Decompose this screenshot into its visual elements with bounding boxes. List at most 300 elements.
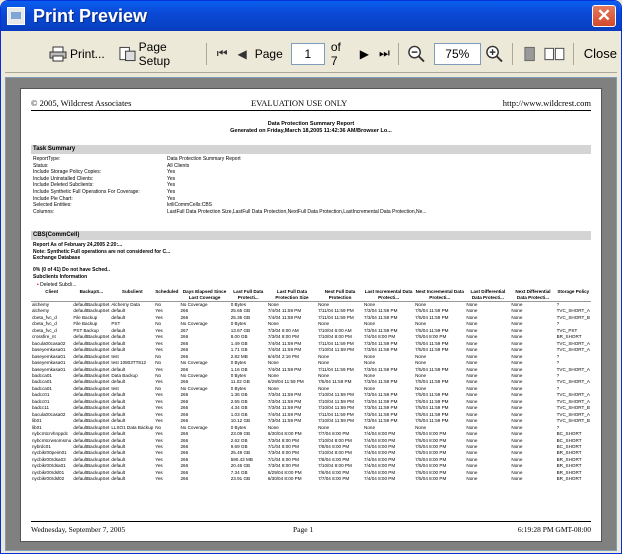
- table-cell: None: [466, 302, 478, 307]
- table-cell: 7/5/04 11:59 PM: [415, 327, 449, 333]
- table-cell: TVC_SHORT_B: [556, 314, 590, 320]
- zoom-in-icon[interactable]: [485, 44, 504, 64]
- table-cell: 7/5/04 8:00 PM: [415, 456, 447, 462]
- print-button[interactable]: [49, 41, 105, 67]
- table-cell: None: [415, 353, 427, 359]
- table-cell: defaultBackupSet: [73, 360, 110, 366]
- column-header: Last Full Data Protecti...: [230, 289, 267, 302]
- table-cell: 7/4/04 11:59 PM: [267, 347, 302, 353]
- table-cell: None: [511, 385, 523, 391]
- page-label: Page: [254, 46, 283, 61]
- table-cell: 7/5/04 8:00 PM: [415, 469, 447, 475]
- table-cell: None: [267, 321, 279, 327]
- table-cell: 266: [180, 476, 189, 482]
- subclients-table: [31, 289, 591, 483]
- table-cell: None: [318, 302, 330, 307]
- table-cell: 266: [180, 418, 189, 424]
- note-line: Report As of February 24,2005 2:20:...: [33, 242, 123, 248]
- table-cell: None: [511, 302, 523, 307]
- table-cell: TVC_SHORT_A: [556, 308, 590, 314]
- table-cell: None: [511, 314, 523, 320]
- table-cell: None: [466, 392, 478, 398]
- table-cell: TVC_SHORT_A: [556, 379, 590, 385]
- table-cell: None: [466, 463, 478, 469]
- table-cell: 7/5/04 11:59 PM: [415, 340, 449, 346]
- table-cell: lib01: [32, 424, 42, 430]
- table-cell: TVC_SHORT_A: [556, 347, 590, 353]
- task-summary-value: Yes: [167, 188, 176, 195]
- table-cell: None: [511, 463, 523, 469]
- table-cell: Yes: [155, 469, 163, 475]
- table-cell: 7/4/04 8:00 PM: [364, 456, 396, 462]
- table-cell: None: [511, 327, 523, 333]
- table-cell: defaultBackupSet: [73, 366, 110, 372]
- task-summary-key: Include Uninstalled Clients:: [33, 175, 94, 182]
- table-cell: alchemy: [32, 302, 50, 307]
- table-cell: defaultBackupSet: [73, 379, 110, 385]
- table-cell: None: [364, 321, 376, 327]
- table-cell: BR_SHORT: [556, 334, 582, 340]
- table-cell: Yes: [155, 340, 163, 346]
- table-cell: 7/11/04 11:59 PM: [318, 308, 354, 314]
- table-cell: default: [111, 379, 126, 385]
- table-cell: 7/5/04 11:59 PM: [318, 379, 352, 385]
- table-cell: defaultBackupSet: [73, 398, 110, 404]
- table-cell: None: [364, 372, 376, 378]
- table-cell: 6/29/04 11:59 PM: [267, 379, 304, 385]
- table-cell: 25.49 GB: [230, 450, 251, 456]
- table-cell: 7/4/04 8:00 PM: [364, 443, 396, 449]
- table-cell: No Coverage: [180, 302, 208, 307]
- close-button[interactable]: Close: [583, 46, 617, 61]
- table-cell: 8.00 GB: [230, 334, 248, 340]
- table-cell: 0 Bytes: [230, 424, 247, 430]
- first-page-icon[interactable]: ⏮: [216, 46, 228, 60]
- table-cell: 7/3/04 11:59 PM: [364, 418, 398, 424]
- zoom-level-input[interactable]: 75%: [434, 43, 481, 65]
- report-notes: [33, 242, 170, 262]
- task-summary-value: kriliCommCells:CBS: [167, 202, 213, 209]
- table-cell: 7/4/04 11:59 PM: [267, 340, 302, 346]
- table-cell: 266: [180, 437, 189, 443]
- table-cell: None: [511, 424, 523, 430]
- table-cell: 25.35 GB: [230, 314, 251, 320]
- table-cell: defaultBackupSet: [73, 385, 110, 391]
- table-cell: 7/3/04 11:59 PM: [364, 347, 398, 353]
- table-cell: 7/10/04 11:59 PM: [318, 405, 355, 411]
- table-cell: 23.09 GB: [230, 431, 251, 437]
- table-cell: None: [511, 308, 523, 314]
- table-cell: 7/3/04 8:00 PM: [267, 450, 299, 456]
- column-header: Next Incremental Data Protecti...: [415, 289, 464, 300]
- table-cell: defaultBackupSet: [73, 418, 110, 424]
- table-cell: None: [267, 424, 279, 430]
- note-line: Note: Synthetic Full operations are not considered for C...: [33, 248, 171, 255]
- table-cell: 266: [180, 450, 189, 456]
- table-cell: defaultBackupSet: [73, 392, 110, 398]
- table-cell: 7/3/04 8:00 PM: [267, 334, 299, 340]
- table-cell: 7/4/04 11:59 PM: [267, 314, 302, 320]
- table-cell: 7/10/04 11:59 PM: [318, 392, 355, 398]
- table-cell: Yes: [155, 418, 163, 424]
- table-cell: 266: [180, 405, 189, 411]
- table-cell: bacula00casa02: [32, 411, 66, 417]
- page-header: [31, 97, 591, 111]
- table-cell: 266: [180, 379, 189, 385]
- task-summary-value: Data Protection Summary Report: [167, 156, 241, 162]
- report-title: Data Protection Summary Report: [267, 121, 355, 127]
- task-summary-value: Yes: [167, 169, 176, 176]
- printer-icon: [49, 46, 67, 62]
- table-cell: None: [267, 360, 279, 366]
- table-cell: defaultBackupSet: [73, 463, 110, 469]
- table-cell: No: [155, 372, 162, 378]
- table-cell: 6/4/04 2:16 PM: [267, 353, 299, 359]
- table-cell: TVC_SHORT_A: [556, 398, 590, 404]
- table-cell: 7/3/04 11:59 PM: [364, 392, 398, 398]
- table-cell: 7/4/04 11:59 PM: [267, 411, 302, 417]
- table-cell: defaultBackupSet: [73, 308, 110, 314]
- table-cell: Yes: [155, 411, 163, 417]
- table-cell: Yes: [155, 443, 163, 449]
- table-cell: Yes: [155, 366, 163, 372]
- print-label: Print...: [70, 46, 105, 61]
- table-cell: 7/5/04 11:59 PM: [415, 411, 449, 417]
- table-cell: defaultBackupSet: [73, 411, 110, 417]
- table-cell: 266: [180, 347, 189, 353]
- table-cell: Yes: [155, 463, 163, 469]
- table-cell: 7/11/04 11:59 PM: [318, 340, 354, 346]
- table-cell: TVC_SHORT_A: [556, 340, 590, 346]
- table-cell: nycbikr00peim01: [32, 450, 67, 456]
- column-header: Last Differential Data Protecti...: [465, 289, 510, 302]
- table-cell: 7/3/04 11:59 PM: [364, 411, 398, 417]
- window-close-button[interactable]: ✕: [592, 5, 616, 27]
- header-copyright: © 2005, Wildcrest Associates: [31, 98, 132, 108]
- task-summary-value: Yes: [167, 195, 176, 202]
- task-summary-key: Include Synthetic Full Operations For Coverage:: [33, 188, 140, 195]
- table-cell: default: [111, 340, 126, 346]
- table-cell: cbeta_fvc_d: [32, 321, 57, 327]
- table-cell: None: [466, 456, 478, 462]
- table-cell: default: [111, 308, 126, 314]
- table-cell: Yes: [155, 405, 163, 411]
- table-cell: None: [415, 424, 427, 430]
- table-cell: File Backup: [73, 321, 98, 327]
- table-cell: 7/4/04 8:00 PM: [364, 431, 396, 437]
- table-cell: 7/3/04 8:00 PM: [267, 463, 299, 469]
- task-summary-item: [33, 163, 427, 170]
- table-cell: None: [511, 418, 523, 424]
- table-cell: baseyemkasa01: [32, 347, 66, 353]
- report-generated: Generated on Friday,March 18,2005 11:42:36 AM/Browser Lo...: [230, 128, 392, 134]
- table-cell: None: [318, 424, 330, 430]
- table-cell: None: [511, 398, 523, 404]
- table-cell: TVC_SHORT_A: [556, 392, 590, 398]
- table-cell: None: [267, 372, 279, 378]
- table-cell: 7/10/04 8:00 PM: [318, 437, 352, 443]
- table-cell: Yes: [155, 456, 163, 462]
- table-cell: 7/10/04 6:00 AM: [318, 327, 352, 333]
- note-line: Exchange Database: [33, 255, 81, 262]
- table-cell: 0 Bytes: [230, 302, 247, 307]
- task-summary-value: Yes: [167, 175, 176, 182]
- table-cell: None: [466, 327, 478, 333]
- table-cell: None: [318, 372, 330, 378]
- table-cell: 7/4/04 11:59 PM: [267, 366, 302, 372]
- table-cell: Alchemy Data: [111, 302, 140, 307]
- table-row: [31, 476, 591, 482]
- table-cell: defaultBackupSet: [73, 405, 110, 411]
- table-cell: 7/3/04 11:59 PM: [364, 405, 398, 411]
- table-cell: 266: [180, 308, 189, 314]
- table-cell: 1.49 GB: [230, 340, 248, 346]
- table-cell: No: [155, 360, 162, 366]
- table-cell: 7/5/04 11:59 PM: [415, 405, 449, 411]
- table-cell: defaultBackupSet: [73, 437, 110, 443]
- table-cell: default: [111, 476, 126, 482]
- table-cell: 10.12 GB: [230, 418, 251, 424]
- table-cell: defaultBackupSet: [73, 334, 110, 340]
- window-title: Print Preview: [33, 5, 148, 26]
- title-bar[interactable]: [1, 1, 621, 31]
- table-cell: None: [364, 360, 376, 366]
- table-cell: None: [364, 385, 376, 391]
- table-cell: default: [111, 469, 126, 475]
- table-cell: bacula00casa02: [32, 340, 66, 346]
- table-cell: Yes: [155, 308, 163, 314]
- report-title-block: [31, 121, 591, 135]
- table-cell: lib01: [32, 418, 42, 424]
- table-cell: None: [318, 385, 330, 391]
- table-cell: nybcmtcrvhnppdc: [32, 431, 69, 437]
- report-notes-2: [33, 267, 110, 280]
- table-cell: defaultBackupSet: [73, 347, 110, 353]
- table-cell: None: [511, 372, 523, 378]
- table-cell: default: [111, 366, 126, 372]
- table-cell: 7/5/04 11:59 PM: [415, 379, 449, 385]
- table-cell: None: [511, 366, 523, 372]
- table-cell: None: [511, 450, 523, 456]
- report-page: [20, 88, 602, 542]
- table-cell: None: [466, 431, 478, 437]
- header-url: http://www.wildcrest.com: [502, 98, 591, 108]
- table-cell: 7/5/04 11:59 PM: [415, 366, 449, 372]
- task-summary-list: [33, 156, 427, 215]
- table-cell: 7/10/04 11:59 PM: [318, 347, 355, 353]
- table-cell: TVC_SHORT_B: [556, 418, 590, 424]
- table-cell: ?: [556, 353, 560, 359]
- task-summary-item: [33, 169, 427, 176]
- table-cell: default: [111, 418, 126, 424]
- table-cell: None: [466, 418, 478, 424]
- table-cell: None: [511, 392, 523, 398]
- table-cell: 7/5/04 8:00 PM: [415, 450, 447, 456]
- table-cell: BR_SHORT: [556, 450, 582, 456]
- table-cell: badcca01: [32, 372, 52, 378]
- table-cell: baseyemkasa01: [32, 353, 66, 359]
- table-cell: 7/8/04 6:00 PM: [318, 456, 350, 462]
- page-setup-button[interactable]: [119, 41, 198, 67]
- table-cell: 7/4/04 8:00 PM: [364, 437, 396, 443]
- table-cell: 7/5/04 8:00 PM: [415, 463, 447, 469]
- page-footer: [31, 521, 591, 535]
- table-cell: 590.43 MB: [230, 456, 253, 462]
- table-cell: LLSO1 Data Backup: [111, 424, 154, 430]
- table-cell: No Coverage: [180, 321, 208, 327]
- table-cell: No: [155, 302, 162, 307]
- table-cell: None: [466, 424, 478, 430]
- single-page-view-icon[interactable]: [523, 46, 536, 62]
- table-cell: None: [364, 424, 376, 430]
- footer-page: Page 1: [293, 525, 314, 534]
- table-cell: nycbikr00rdsa01: [32, 463, 66, 469]
- table-cell: None: [511, 347, 523, 353]
- last-page-icon[interactable]: ⏭: [379, 46, 390, 60]
- table-cell: 266: [180, 398, 189, 404]
- table-cell: 7/1/04 8:00 PM: [267, 443, 299, 449]
- table-cell: 7/3/04 11:59 PM: [364, 327, 398, 333]
- table-cell: 7/10/04 8:00 PM: [318, 463, 352, 469]
- table-cell: None: [466, 308, 478, 314]
- table-cell: BC_SHORT: [556, 437, 582, 443]
- task-summary-item: [33, 182, 427, 189]
- table-cell: default: [111, 347, 126, 353]
- task-summary-key: Include Deleted Subclients:: [33, 182, 94, 189]
- table-cell: Yes: [155, 392, 163, 398]
- table-cell: test: [111, 353, 119, 359]
- note-line: Subclients Information: [33, 273, 88, 280]
- table-cell: 266: [180, 456, 189, 462]
- table-cell: nycbikr00rdsa03: [32, 456, 66, 462]
- column-header: Next Differential Data Protecti...: [510, 289, 555, 302]
- table-cell: None: [511, 469, 523, 475]
- table-cell: No Coverage: [180, 424, 208, 430]
- table-cell: Data Backup: [111, 372, 138, 378]
- table-cell: defaultBackupSet: [73, 302, 110, 307]
- table-cell: Yes: [155, 431, 163, 437]
- note-line: 0% (0 of 41) Do not have Sched..: [33, 267, 110, 273]
- table-cell: 266: [180, 353, 189, 359]
- table-cell: None: [466, 347, 478, 353]
- table-cell: ?: [556, 321, 560, 327]
- table-cell: No Coverage: [180, 360, 208, 366]
- next-page-icon[interactable]: ▶: [359, 46, 370, 61]
- table-cell: default: [111, 443, 126, 449]
- table-cell: None: [466, 443, 478, 449]
- table-cell: 7/5/04 11:59 PM: [415, 418, 449, 424]
- task-summary-value: All Clients: [167, 162, 190, 169]
- table-cell: 266: [180, 334, 189, 340]
- table-cell: BC_SHORT: [556, 443, 582, 449]
- table-cell: 7/1/04 6:00 PM: [267, 456, 299, 462]
- table-cell: None: [466, 372, 478, 378]
- table-cell: 0 Bytes: [230, 385, 247, 391]
- table-cell: badcca01: [32, 385, 52, 391]
- two-page-view-icon[interactable]: [544, 46, 565, 62]
- table-cell: 7/6/04 8:00 PM: [318, 469, 350, 475]
- table-cell: 7/3/04 11:59 PM: [364, 366, 398, 372]
- table-cell: 6/30/04 8:00 PM: [267, 476, 302, 482]
- task-summary-key: Columns:: [33, 208, 55, 215]
- table-cell: None: [511, 379, 523, 385]
- task-summary-value: LastFull Data Protection Size,LastFull Data Protection,NextFull Data Protection,LastIncremental Data Protection,Ne...: [167, 208, 427, 215]
- task-summary-item: [33, 209, 427, 216]
- toolbar-separator: [398, 43, 399, 65]
- toolbar-separator: [206, 43, 207, 65]
- table-cell: 7/10/04 11:59 PM: [318, 418, 355, 424]
- table-cell: None: [318, 321, 330, 327]
- table-cell: 7/10/04 11:59 PM: [318, 398, 355, 404]
- table-cell: baseyemkasa01: [32, 360, 66, 366]
- table-cell: 7/5/04 11:59 PM: [415, 398, 449, 404]
- toolbar-separator: [573, 43, 574, 65]
- table-cell: default: [111, 411, 126, 417]
- table-cell: None: [511, 443, 523, 449]
- table-cell: 7/11/04 11:59 PM: [318, 366, 354, 372]
- table-cell: 7/3/04 11:59 PM: [267, 398, 302, 404]
- table-cell: TVC_SHORT_B: [556, 405, 590, 411]
- deleted-subclients-label: • Deleted Subcli...: [37, 282, 77, 288]
- table-cell: ?: [556, 360, 560, 366]
- table-row: [31, 302, 591, 309]
- table-cell: 7/4/04 11:59 PM: [267, 308, 302, 314]
- zoom-out-icon[interactable]: [407, 44, 426, 64]
- table-cell: default: [111, 450, 126, 456]
- column-header: Days Elapsed Since Last Coverage: [179, 289, 229, 302]
- previous-page-icon[interactable]: ◀: [237, 46, 247, 61]
- table-cell: default: [111, 463, 126, 469]
- table-cell: badcc01: [32, 392, 50, 398]
- table-cell: cbeta_fvc_d: [32, 327, 57, 333]
- column-header: Last Incremental Data Protecti...: [364, 289, 413, 300]
- table-cell: None: [364, 353, 376, 359]
- table-cell: defaultBackupSet: [73, 353, 110, 359]
- page-number-input[interactable]: 1: [291, 43, 325, 65]
- table-cell: 7/3/04 11:59 PM: [364, 314, 398, 320]
- table-cell: 7/10/04 8:00 PM: [318, 450, 352, 456]
- toolbar-separator: [512, 43, 513, 65]
- table-cell: None: [511, 437, 523, 443]
- table-cell: 7/5/04 8:00 PM: [415, 443, 447, 449]
- table-cell: ?: [556, 372, 560, 378]
- column-header: Subclient: [110, 289, 154, 302]
- table-cell: defaultBackupSet: [73, 372, 110, 378]
- table-cell: 7/5/04 8:00 PM: [415, 431, 447, 437]
- table-cell: None: [466, 353, 478, 359]
- task-summary-item: [33, 189, 427, 196]
- table-cell: badcc01: [32, 398, 50, 404]
- preview-area[interactable]: [5, 77, 617, 551]
- table-cell: 266: [180, 366, 189, 372]
- table-cell: 7/5/04 11:59 PM: [415, 347, 449, 353]
- table-cell: 0 Bytes: [230, 321, 247, 327]
- table-cell: None: [466, 379, 478, 385]
- table-cell: 7/11/04 11:59 PM: [318, 411, 354, 417]
- header-watermark: EVALUATION USE ONLY: [251, 98, 348, 108]
- task-summary-header: Task Summary: [31, 145, 591, 154]
- table-cell: 0 Bytes: [230, 372, 247, 378]
- table-cell: BR_SHORT: [556, 469, 582, 475]
- table-cell: 266: [180, 392, 189, 398]
- table-cell: Yes: [155, 398, 163, 404]
- table-cell: No Coverage: [180, 385, 208, 391]
- table-cell: defaultBackupSet: [73, 340, 110, 346]
- table-cell: ?: [556, 424, 560, 430]
- table-cell: None: [511, 360, 523, 366]
- table-cell: test 10803TT812: [111, 360, 147, 366]
- table-cell: 7/5/04 8:00 PM: [415, 476, 447, 482]
